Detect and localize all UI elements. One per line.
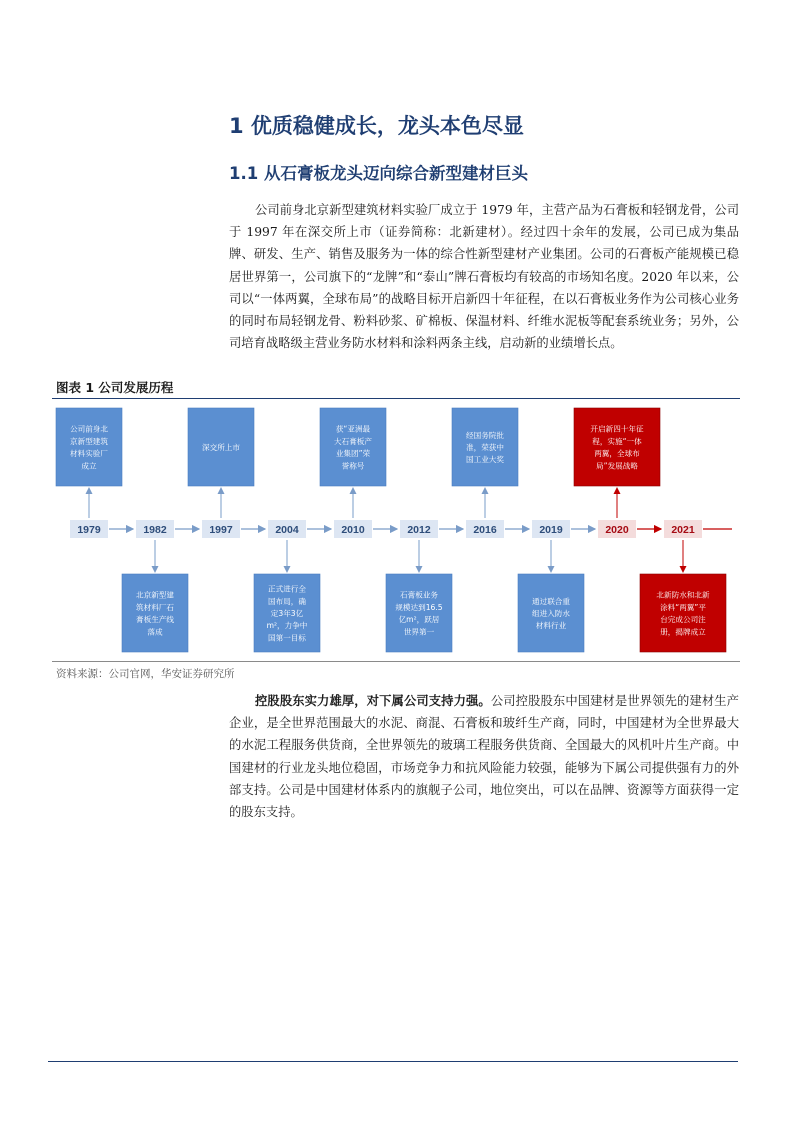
event-text: 组进入防水 bbox=[532, 609, 570, 618]
event-text: 筑材料厂石 bbox=[136, 602, 174, 612]
event-text: 落成 bbox=[147, 627, 163, 637]
event-box bbox=[640, 574, 726, 652]
event-text: 局”发展战略 bbox=[596, 461, 638, 471]
event-text: 业集团”荣 bbox=[335, 449, 371, 459]
event-text: 正式进行全 bbox=[268, 584, 306, 594]
event-text: 规模达到16.5 bbox=[395, 602, 443, 612]
figure-title: 图表 1 公司发展历程 bbox=[56, 380, 174, 395]
event-text: 大石膏板产 bbox=[334, 436, 372, 446]
event-text: 世界第一 bbox=[403, 627, 435, 637]
event-text: 材料实验厂 bbox=[70, 449, 108, 459]
year-label: 2012 bbox=[407, 524, 431, 536]
year-label: 1979 bbox=[77, 524, 101, 536]
intro-paragraph: 公司前身北京新型建筑材料实验厂成立于 1979 年，主营产品为石膏板和轻钢龙骨，公司于 1997 年在深交所上市（证券简称：北新建材）。经过四十余年的发展，公司已成为集品牌、研发、生产、销售及服务为一体的综合性新型建材产业集团。公司的石膏板产能规模已稳居世界第一，公司旗下的“龙牌”和“泰山”牌石膏板均有较高的市场知名度。2020 年以来，公司以“一体两翼，全球布局”的战略目标开启新四十年征程，在以石膏板业务作为公司核心业务的同时布局轻钢龙骨、粉料砂浆、矿棉板、保温材料、纤维水泥板等配套系统业务；另外，公司培育战略级主营业务防水材料和涂料两条主线，启动新的业绩增长点。 bbox=[229, 203, 739, 351]
event-text: 国工业大奖 bbox=[466, 455, 504, 465]
event-text: 亿m²，跃居 bbox=[398, 615, 440, 625]
event-text: 涂料“两翼”平 bbox=[660, 602, 706, 612]
figure-top-rule bbox=[52, 398, 740, 399]
event-text: 国布局，确 bbox=[268, 596, 306, 606]
event-text: 石膏板业务 bbox=[400, 590, 438, 600]
subsection-heading: 1.1 从石膏板龙头迈向综合新型建材巨头 bbox=[229, 164, 528, 183]
event-text: 通过联合重 bbox=[532, 596, 570, 606]
shareholder-paragraph bbox=[229, 690, 739, 823]
event-text: 京新型建筑 bbox=[70, 436, 108, 446]
event-text: 膏板生产线 bbox=[136, 615, 174, 625]
year-label: 2020 bbox=[605, 524, 629, 536]
figure-bottom-rule bbox=[52, 661, 740, 662]
event-box bbox=[122, 574, 188, 652]
event-text: 开启新四十年征 bbox=[590, 424, 644, 434]
event-text: 誉称号 bbox=[341, 461, 365, 471]
year-label: 2016 bbox=[473, 524, 497, 536]
year-label: 2010 bbox=[341, 524, 365, 536]
shareholder-paragraph-body: 公司控股股东中国建材是世界领先的建材生产企业，是全世界范围最大的水泥、商混、石膏板和玻纤生产商，同时，中国建材为全世界最大的水泥工程服务供货商，全世界领先的玻璃工程服务供货商、全国最大的风机叶片生产商。中国建材的行业龙头地位稳固，市场竞争力和抗风险能力较强，能够为下属公司提供强有力的外部支持。公司是中国建材体系内的旗舰子公司，地位突出，可以在品牌、资源等方面获得一定的股东支持。 bbox=[229, 694, 739, 820]
footer-rule bbox=[48, 1061, 738, 1062]
event-text: 册，揭牌成立 bbox=[660, 627, 706, 637]
development-timeline bbox=[52, 400, 740, 660]
year-label: 1982 bbox=[143, 524, 167, 536]
event-text: 两翼，全球布 bbox=[594, 449, 640, 459]
year-label: 1997 bbox=[209, 524, 233, 536]
event-text: 北京新型建 bbox=[136, 590, 174, 600]
event-text: 成立 bbox=[81, 461, 97, 471]
event-text: 北新防水和北新 bbox=[656, 590, 710, 600]
event-box bbox=[320, 408, 386, 486]
section-heading: 1 优质稳健成长，龙头本色尽显 bbox=[229, 114, 524, 138]
event-text: 深交所上市 bbox=[202, 443, 240, 452]
event-text: m²，力争中 bbox=[266, 621, 308, 631]
event-box bbox=[56, 408, 122, 486]
figure-source: 资料来源：公司官网，华安证券研究所 bbox=[56, 668, 235, 680]
event-text: 准，荣获中 bbox=[466, 443, 504, 452]
shareholder-paragraph-lead: 控股股东实力雄厚，对下属公司支持力强。 bbox=[255, 693, 491, 708]
event-text: 获“亚洲最 bbox=[335, 424, 371, 434]
year-label: 2019 bbox=[539, 524, 563, 536]
event-text: 程，实施“一体 bbox=[592, 436, 642, 446]
year-label: 2004 bbox=[275, 524, 299, 536]
event-box bbox=[386, 574, 452, 652]
year-label: 2021 bbox=[671, 524, 695, 536]
event-text: 公司前身北 bbox=[70, 424, 108, 434]
event-text: 定3年3亿 bbox=[270, 609, 304, 618]
event-text: 材料行业 bbox=[535, 621, 567, 631]
event-box bbox=[574, 408, 660, 486]
event-text: 国第一目标 bbox=[268, 633, 306, 643]
event-text: 台完成公司注 bbox=[660, 615, 706, 625]
event-text: 经国务院批 bbox=[466, 430, 504, 440]
